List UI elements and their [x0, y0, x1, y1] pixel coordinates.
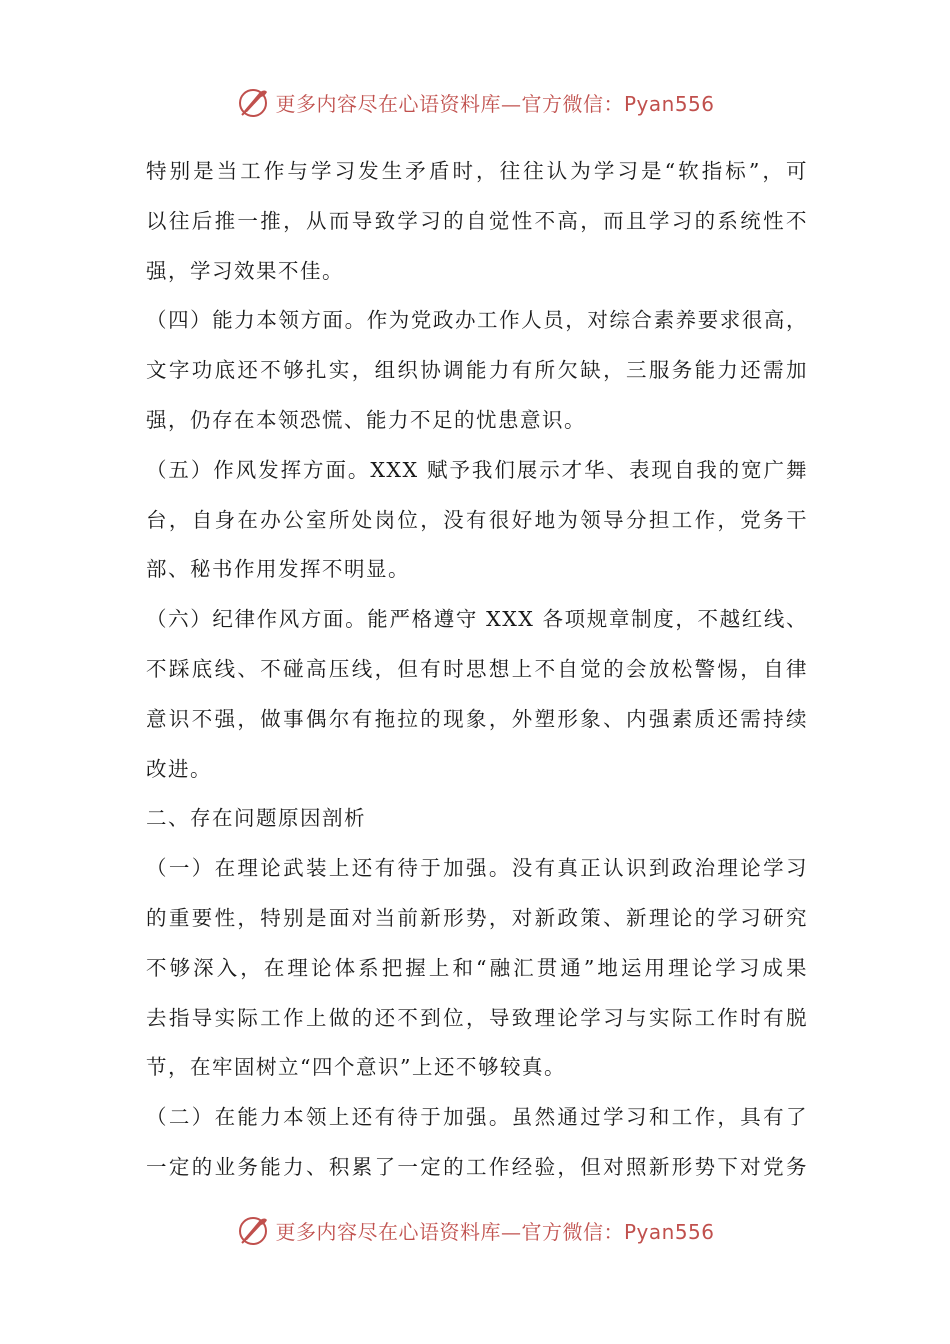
paragraph	[146, 147, 808, 296]
text-line: 不够深入，在理论体系把握上和“融汇贯通”地运用理论学习成果	[146, 955, 808, 980]
document-body	[146, 147, 808, 1193]
text-line: 不踩底线、不碰高压线，但有时思想上不自觉的会放松警惕，自律	[146, 656, 808, 681]
footer-watermark	[0, 1210, 950, 1250]
watermark-text	[275, 1216, 714, 1245]
text-line: 去指导实际工作上做的还不到位，导致理论学习与实际工作时有脱	[146, 1005, 808, 1030]
text-line: 节，在牢固树立“四个意识”上还不够较真。	[146, 1055, 566, 1080]
paragraph	[146, 446, 808, 595]
watermark-separator: —	[500, 91, 522, 116]
watermark-text	[275, 88, 714, 117]
header-watermark	[0, 82, 950, 122]
paragraph	[146, 296, 808, 445]
text-line: 台，自身在办公室所处岗位，没有很好地为领导分担工作，党务干	[146, 507, 808, 532]
watermark-separator: —	[500, 1219, 522, 1244]
text-line: （一）在理论武装上还有待于加强。没有真正认识到政治理论学习	[146, 856, 808, 881]
text-line: （四）能力本领方面。作为党政办工作人员，对综合素养要求很高，	[146, 308, 808, 333]
text-line: 以往后推一推，从而导致学习的自觉性不高，而且学习的系统性不	[146, 208, 808, 233]
text-line: （六）纪律作风方面。能严格遵守 XXX 各项规章制度，不越红线、	[146, 607, 808, 632]
text-line: 部、秘书作用发挥不明显。	[146, 557, 410, 582]
text-line: 文字功底还不够扎实，组织协调能力有所欠缺，三服务能力还需加	[146, 358, 808, 383]
watermark-wechat-id: Pyan556	[623, 1219, 715, 1244]
watermark-brand: 更多内容尽在心语资料库	[275, 1219, 501, 1244]
section-heading	[146, 794, 808, 844]
text-line: 改进。	[146, 756, 212, 781]
watermark-label: 官方微信：	[521, 91, 624, 116]
watermark-wechat-id: Pyan556	[623, 91, 715, 116]
watermark-brand: 更多内容尽在心语资料库	[275, 91, 501, 116]
paragraph	[146, 595, 808, 794]
paragraph	[146, 1093, 808, 1193]
section-heading-text: 二、存在问题原因剖析	[146, 806, 366, 831]
text-line: 一定的业务能力、积累了一定的工作经验，但对照新形势下对党务	[146, 1154, 808, 1179]
text-line: 的重要性，特别是面对当前新形势，对新政策、新理论的学习研究	[146, 905, 808, 930]
text-line: （五）作风发挥方面。XXX 赋予我们展示才华、表现自我的宽广舞	[146, 457, 808, 482]
text-line: （二）在能力本领上还有待于加强。虽然通过学习和工作，具有了	[146, 1105, 808, 1130]
quill-logo-icon	[235, 1212, 271, 1248]
text-line: 强，仍存在本领恐慌、能力不足的忧患意识。	[146, 407, 586, 432]
quill-logo-icon	[235, 84, 271, 120]
paragraph	[146, 844, 808, 1093]
text-line: 特别是当工作与学习发生矛盾时，往往认为学习是“软指标”，可	[146, 159, 808, 183]
text-line: 意识不强，做事偶尔有拖拉的现象，外塑形象、内强素质还需持续	[146, 706, 808, 731]
watermark-label: 官方微信：	[521, 1219, 624, 1244]
text-line: 强，学习效果不佳。	[146, 258, 344, 283]
